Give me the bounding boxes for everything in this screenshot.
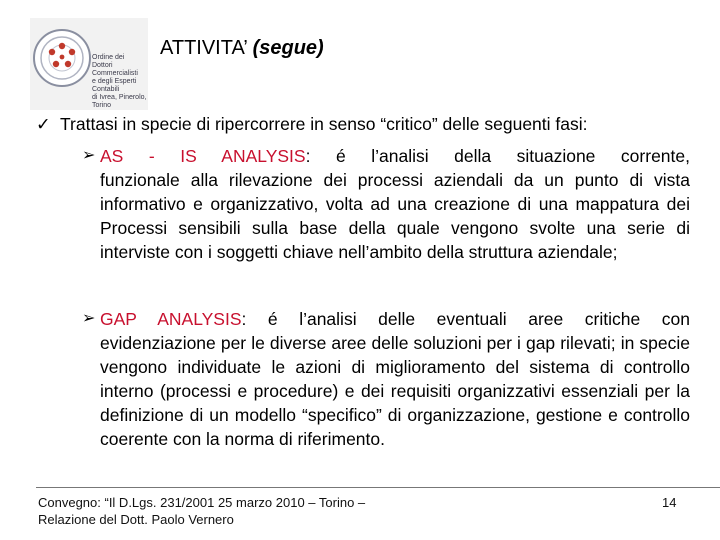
item-first-line <box>100 144 690 168</box>
logo-line: Dottori Commercialisti <box>92 62 138 77</box>
footer-line-2: Relazione del Dott. Paolo Vernero <box>38 512 234 527</box>
logo-text <box>92 54 152 110</box>
slide-title <box>160 36 324 60</box>
intro-bullet <box>36 112 706 136</box>
slide-title-main: ATTIVITA’ <box>160 37 248 59</box>
item-first-line-text: : é l’analisi della situazione corrente, <box>305 146 690 166</box>
item-keyword: GAP ANALYSIS <box>100 309 242 329</box>
list-item-gap <box>82 307 690 451</box>
slide-title-sub: (segue) <box>252 37 324 59</box>
logo <box>30 18 148 110</box>
footer-citation <box>38 494 365 528</box>
logo-line: e degli Esperti Contabili <box>92 78 137 93</box>
item-keyword: AS - IS ANALYSIS <box>100 146 306 166</box>
footer-divider <box>36 487 720 488</box>
item-description: evidenziazione per le diverse aree delle soluzioni per i gap rilevati; in specie vengono individuate le azioni di miglioramento del sistema di controllo interno (processi e procedure) e dei requisiti organizzativi essenziali per la definizione di un modello “specifico” di organizzazione, gestione e controllo coerente con la norma di riferimento. <box>100 333 690 449</box>
arrow-bullet-icon: ➢ <box>82 147 96 164</box>
intro-text: Trattasi in specie di ripercorrere in senso “critico” delle seguenti fasi: <box>60 114 588 134</box>
item-first-line-text: : é l’analisi delle eventuali aree critiche con <box>241 309 690 329</box>
item-description: funzionale alla rilevazione dei processi aziendali da un punto di vista informativo e organizzativo, volta ad una creazione di una mappatura dei Processi sensibili sulla base della quale vengono svolte una serie di interviste con i soggetti chiave nell’ambito della struttura aziendale; <box>100 170 690 262</box>
logo-line: di Ivrea, Pinerolo, Torino <box>92 94 147 109</box>
footer-line-1: Convegno: “Il D.Lgs. 231/2001 25 marzo 2010 – Torino – <box>38 495 366 510</box>
list-item-as-is <box>82 144 690 264</box>
logo-line: Ordine dei <box>92 54 125 61</box>
arrow-bullet-icon: ➢ <box>82 310 96 327</box>
check-icon: ✓ <box>36 114 51 134</box>
item-first-line <box>100 307 690 331</box>
page-number: 14 <box>662 495 677 510</box>
